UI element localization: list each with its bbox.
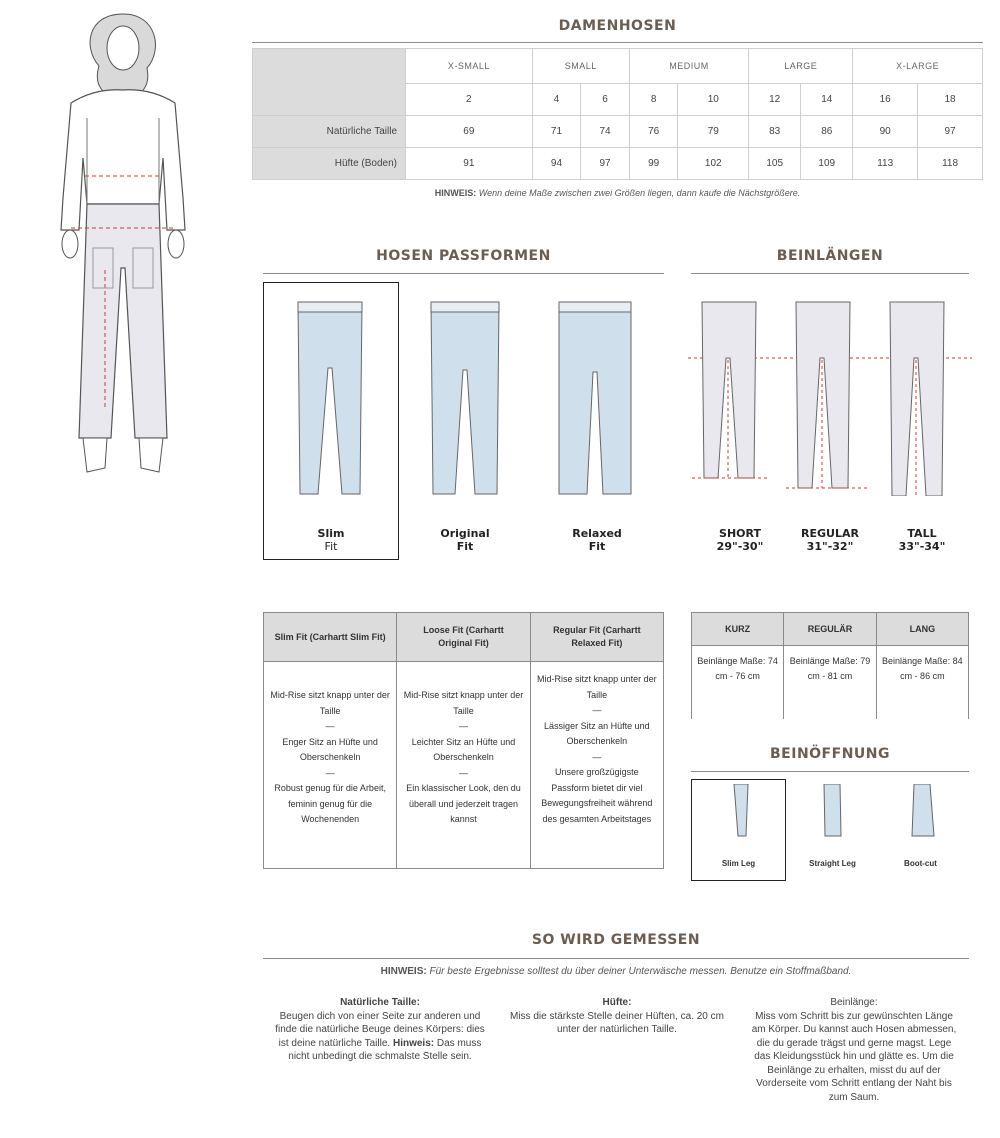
fit-sub: Fit <box>456 540 474 553</box>
how-to-title: SO WIRD GEMESSEN <box>531 932 701 948</box>
length-header: KURZ <box>692 613 784 646</box>
size-chart-rule <box>252 42 983 43</box>
hip-value: 97 <box>581 148 630 180</box>
how-to-hip <box>508 996 726 1037</box>
size-number: 4 <box>532 84 581 116</box>
fit-sep: — <box>592 705 602 715</box>
slim-fit-pants-illustration <box>290 298 370 498</box>
fit-desc: Enger Sitz an Hüfte und Oberschenkeln <box>282 736 378 762</box>
relaxed-fit-pants-illustration <box>555 298 635 498</box>
inseam-title: BEINLÄNGEN <box>776 248 884 264</box>
leg-label-slim: Slim Leg <box>721 859 756 868</box>
inseam-name: REGULAR <box>801 527 859 540</box>
inseam-range: 29"-30" <box>716 540 764 553</box>
fit-table-header: Regular Fit (Carhartt Relaxed Fit) <box>530 613 663 662</box>
size-number: 18 <box>918 84 983 116</box>
waist-value: 74 <box>581 116 630 148</box>
fit-table-header: Slim Fit (Carhartt Slim Fit) <box>264 613 397 662</box>
leg-label-bootcut: Boot-cut <box>904 859 937 868</box>
size-chart-corner <box>253 49 406 116</box>
straight-leg-illustration <box>816 784 848 840</box>
row-label-waist: Natürliche Taille <box>253 116 406 148</box>
fit-table-cell <box>397 662 530 869</box>
note-text: Wenn deine Maße zwischen zwei Größen liegen, dann kaufe die Nächstgrößere. <box>478 188 801 198</box>
hip-value: 105 <box>749 148 801 180</box>
inseam-tall <box>882 527 962 553</box>
fit-name: Original <box>440 527 490 540</box>
how-to-waist <box>275 996 485 1064</box>
fit-desc: Leichter Sitz an Hüfte und Oberschenkeln <box>411 736 516 762</box>
fits-title: HOSEN PASSFORMEN <box>376 248 551 264</box>
fit-sep: — <box>325 721 335 731</box>
length-header: LANG <box>876 613 968 646</box>
length-cell: Beinlänge Maße: 74 cm - 76 cm <box>692 646 784 720</box>
fit-desc: Mid-Rise sitzt knapp unter der Taille <box>270 690 390 716</box>
fits-rule <box>263 273 664 274</box>
length-cell: Beinlänge Maße: 84 cm - 86 cm <box>876 646 968 720</box>
fit-sep: — <box>458 767 468 778</box>
waist-value: 97 <box>918 116 983 148</box>
fit-sub: Fit <box>324 540 338 553</box>
length-cell: Beinlänge Maße: 79 cm - 81 cm <box>784 646 876 720</box>
how-to-hint-text: Das muss nicht unbedingt die schmalste Stelle sein. <box>288 1037 482 1062</box>
fit-desc: Lässiger Sitz an Hüfte und Oberschenkeln <box>544 720 650 746</box>
length-table <box>691 612 969 719</box>
size-number: 14 <box>801 84 853 116</box>
size-number: 8 <box>629 84 678 116</box>
hip-value: 109 <box>801 148 853 180</box>
fit-sep: — <box>458 721 468 731</box>
size-group: MEDIUM <box>629 49 748 84</box>
fit-label-original <box>397 527 533 553</box>
length-header: REGULÄR <box>784 613 876 646</box>
waist-value: 83 <box>749 116 801 148</box>
waist-value: 79 <box>678 116 749 148</box>
inseam-short <box>700 527 780 553</box>
slim-leg-illustration <box>726 784 754 840</box>
inseam-name: TALL <box>907 527 937 540</box>
woman-figure-illustration <box>35 8 210 478</box>
fit-sub: Fit <box>588 540 606 553</box>
inseam-range: 31"-32" <box>806 540 854 553</box>
fit-desc: Mid-Rise sitzt knapp unter der Taille <box>403 690 524 716</box>
hip-value: 94 <box>532 148 581 180</box>
fit-table-cell <box>530 662 663 869</box>
size-chart-table <box>252 48 983 180</box>
size-group: SMALL <box>532 49 629 84</box>
size-number: 6 <box>581 84 630 116</box>
fit-desc: Robust genug für die Arbeit, feminin genug für die Wochenenden <box>274 783 386 824</box>
note-label: HINWEIS: <box>434 188 477 198</box>
size-number: 16 <box>853 84 918 116</box>
size-number: 2 <box>406 84 533 116</box>
original-fit-pants-illustration <box>425 298 505 498</box>
fit-comparison-table <box>263 612 664 869</box>
how-to-rule <box>263 958 969 959</box>
waist-value: 86 <box>801 116 853 148</box>
row-label-hip: Hüfte (Boden) <box>253 148 406 180</box>
how-to-note-label: HINWEIS: <box>380 966 427 977</box>
leg-opening-rule <box>691 771 969 772</box>
inseam-pants-illustration <box>688 296 972 496</box>
waist-value: 71 <box>532 116 581 148</box>
fit-name: Relaxed <box>572 527 622 540</box>
fit-table-cell <box>264 662 397 869</box>
how-to-col-title: Hüfte: <box>602 997 632 1008</box>
leg-label-straight: Straight Leg <box>809 859 856 868</box>
how-to-inseam <box>748 996 960 1104</box>
how-to-col-title: Beinlänge: <box>830 997 878 1008</box>
waist-value: 69 <box>406 116 533 148</box>
how-to-col-title: Natürliche Taille: <box>340 997 420 1008</box>
how-to-hint-label: Hinweis: <box>392 1037 435 1049</box>
hip-value: 102 <box>678 148 749 180</box>
fit-label-slim <box>263 527 399 553</box>
inseam-regular <box>790 527 870 553</box>
how-to-col-text: Beugen dich von einer Seite zur anderen und finde die natürliche Beuge deines Körpers: dies ist deine natürliche Taille. <box>275 1010 485 1049</box>
bootcut-leg-illustration <box>904 784 940 840</box>
hip-value: 99 <box>629 148 678 180</box>
hip-value: 113 <box>853 148 918 180</box>
fit-label-relaxed <box>529 527 665 553</box>
fit-desc: Unsere großzügigste Passform bietet dir viel Bewegungsfreiheit während des gesamten Arbeitstages <box>541 767 653 824</box>
fit-name: Slim <box>317 527 345 540</box>
leg-opening-title: BEINÖFFNUNG <box>770 746 890 762</box>
size-chart-note <box>252 188 983 198</box>
fit-desc: Ein klassischer Look, den du überall und jederzeit tragen kannst <box>406 783 521 824</box>
waist-value: 76 <box>629 116 678 148</box>
fit-table-header: Loose Fit (Carhartt Original Fit) <box>397 613 530 662</box>
fit-sep: — <box>592 751 602 762</box>
size-number: 10 <box>678 84 749 116</box>
hip-value: 118 <box>918 148 983 180</box>
inseam-rule <box>691 273 969 274</box>
size-number: 12 <box>749 84 801 116</box>
size-group: LARGE <box>749 49 853 84</box>
size-group: X-SMALL <box>406 49 533 84</box>
inseam-range: 33"-34" <box>898 540 946 553</box>
hip-value: 91 <box>406 148 533 180</box>
size-group: X-LARGE <box>853 49 983 84</box>
how-to-col-text: Miss vom Schritt bis zur gewünschten Länge am Körper. Du kannst auch Hosen abmessen, die du gerade trägst und gerne magst. Lege das Kleidungsstück hin und glätte es. Um die Beinlänge zu erhalten, misst du auf der Vorderseite vom Schritt entlang der Naht bis zum Saum. <box>751 1010 957 1103</box>
size-chart-title: DAMENHOSEN <box>558 18 677 34</box>
how-to-note-text: Für beste Ergebnisse solltest du über deiner Unterwäsche messen. Benutze ein Stoffmaßband. <box>429 966 852 977</box>
how-to-col-text: Miss die stärkste Stelle deiner Hüften, ca. 20 cm unter der natürlichen Taille. <box>510 1010 724 1035</box>
how-to-note <box>263 966 969 977</box>
inseam-name: SHORT <box>719 527 761 540</box>
waist-value: 90 <box>853 116 918 148</box>
fit-sep: — <box>325 767 335 778</box>
fit-desc: Mid-Rise sitzt knapp unter der Taille <box>537 674 657 700</box>
